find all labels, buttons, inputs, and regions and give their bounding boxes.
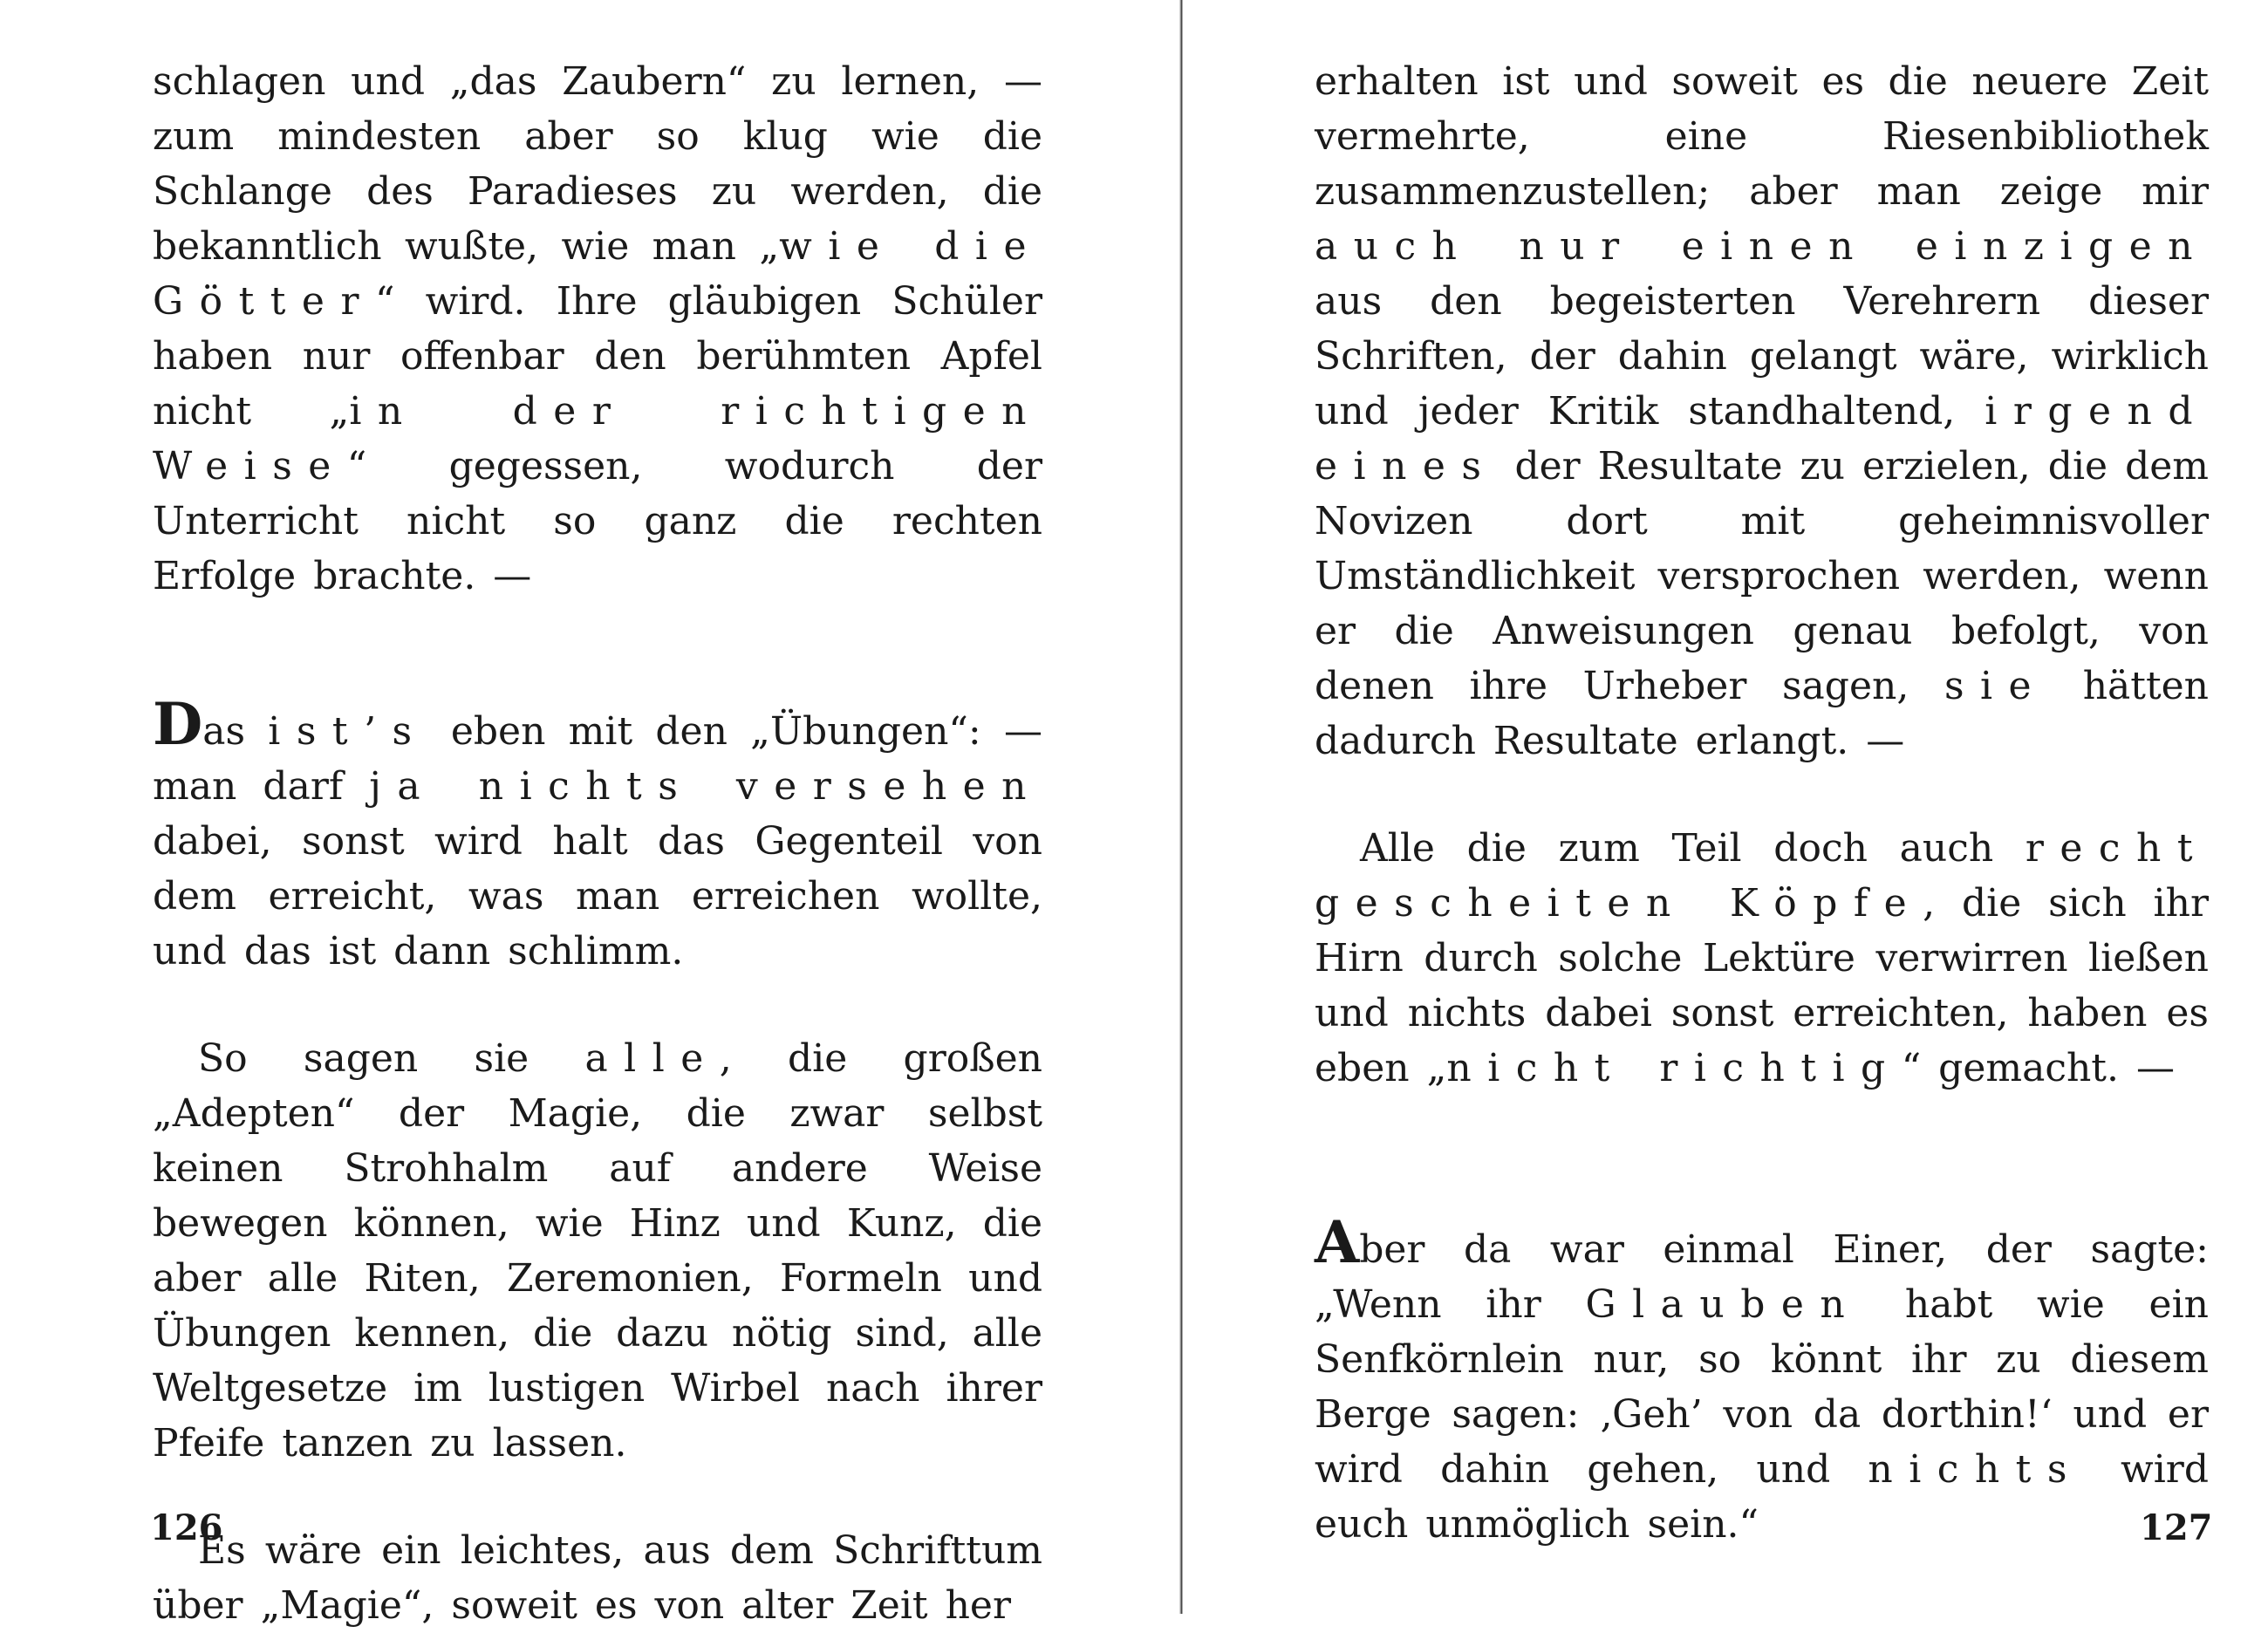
left-paragraph-4 bbox=[153, 1523, 1042, 1633]
text-run: , die großen „Adepten“ der Magie, die zwar selbst keinen Strohhalm auf andere Weise bewegen können, wie Hinz und Kunz, die aber alle Riten, Zeremonien, Formeln und Übungen kennen, die dazu nötig sind, alle Weltgesetze im lustigen Wirbel nach ihrer Pfeife tanzen zu lassen. bbox=[153, 1036, 1042, 1466]
text-run: wird euch unmöglich sein.“ bbox=[1315, 1447, 2209, 1547]
spaced-emphasis: in der richtigen Weise bbox=[153, 389, 1042, 489]
text-run: “ wird. Ihre gläubigen Schüler haben nur offenbar den berühmten Apfel nicht „ bbox=[153, 279, 1042, 434]
text-run: eben mit den „Übungen“: — man darf bbox=[153, 709, 1042, 809]
text-run: erhalten ist und soweit es die neuere Zeit vermehrte, eine Riesenbibliothek zusammenzustellen; aber man zeige mir bbox=[1315, 59, 2209, 214]
right-paragraph-1 bbox=[1315, 54, 2209, 769]
right-paragraph-3 bbox=[1315, 1208, 2209, 1552]
spaced-emphasis: irgend eines bbox=[1315, 389, 2209, 489]
spaced-emphasis: auch nur einen einzigen bbox=[1315, 224, 2209, 269]
book-gutter bbox=[1179, 0, 1183, 1614]
text-run: schlagen und „das Zaubern“ zu lernen, — zum mindesten aber so klug wie die Schlange des Paradieses zu werden, die bekanntlich wußte, wie man „ bbox=[153, 59, 1042, 269]
left-paragraph-1 bbox=[153, 54, 1042, 604]
left-page bbox=[153, 54, 1042, 1633]
spaced-emphasis: sie bbox=[1944, 664, 2048, 708]
text-run: Es wäre ein leichtes, aus dem Schrifttum über „Magie“, soweit es von alter Zeit her bbox=[153, 1528, 1042, 1628]
text-run: “ gegessen, wodurch der Unterricht nicht so ganz die rechten Erfolge brachte. — bbox=[153, 444, 1042, 598]
text-run: dabei, sonst wird halt das Gegenteil von dem erreicht, was man erreichen wollte, und das ist dann schlimm. bbox=[153, 819, 1042, 974]
text-run: “ gemacht. — bbox=[1901, 1046, 2175, 1090]
page-number-right: 127 bbox=[2140, 1507, 2213, 1548]
text-run: habt wie ein Senfkörnlein nur, so könnt ihr zu diesem Berge sagen: ‚Geh’ von da dorthin!‘ und er wird dahin gehen, und bbox=[1315, 1282, 2209, 1492]
text-run: aus den begeisterten Verehrern dieser Schriften, der dahin gelangt wäre, wirklich und jeder Kritik standhaltend, bbox=[1315, 279, 2209, 434]
text-run: der Resultate zu erzielen, die dem Novizen dort mit geheimnisvoller Umständlichkeit versprochen werden, wenn er die Anweisungen genau befolgt, von denen ihre Urheber sagen, bbox=[1315, 444, 2209, 708]
spaced-emphasis: Glauben bbox=[1585, 1282, 1862, 1327]
spaced-emphasis: nichts bbox=[1868, 1447, 2083, 1492]
text-run: hätten dadurch Resultate erlangt. — bbox=[1315, 664, 2210, 763]
spaced-emphasis: ja nichts versehen bbox=[369, 764, 1043, 809]
text-run: as bbox=[202, 709, 269, 754]
spaced-emphasis: alle bbox=[584, 1036, 720, 1081]
right-page bbox=[1315, 54, 2209, 1552]
text-run: So sagen sie bbox=[198, 1036, 585, 1081]
left-paragraph-3 bbox=[153, 1031, 1042, 1471]
text-run: Alle die zum Teil doch auch bbox=[1360, 826, 2025, 871]
page-number-left: 126 bbox=[150, 1507, 223, 1548]
spaced-emphasis: recht gescheiten Köpfe bbox=[1315, 826, 2209, 926]
initial-letter: D bbox=[153, 690, 203, 758]
right-paragraph-2 bbox=[1315, 821, 2209, 1096]
initial-letter: A bbox=[1315, 1208, 1360, 1276]
spaced-emphasis: wie die Götter bbox=[153, 224, 1042, 324]
spaced-emphasis: nicht richtig bbox=[1446, 1046, 1902, 1090]
text-run: ber da war einmal Einer, der sagte: „Wenn ihr bbox=[1315, 1227, 2209, 1327]
left-paragraph-2 bbox=[153, 690, 1043, 979]
spaced-emphasis: ist’s bbox=[268, 709, 428, 754]
text-run: , die sich ihr Hirn durch solche Lektüre verwirren ließen und nichts dabei sonst erreichten, haben es eben „ bbox=[1315, 881, 2209, 1090]
